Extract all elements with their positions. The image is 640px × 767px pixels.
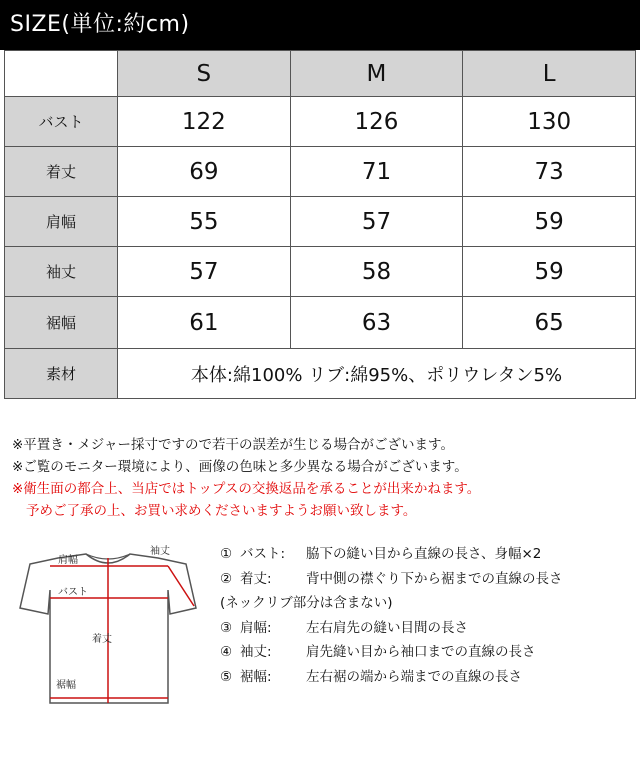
row-label-bust: バスト: [5, 97, 118, 147]
measurement-legend: [220, 542, 563, 689]
table-row: [5, 197, 636, 247]
note-no-returns: ※衛生面の都合上、当店ではトップスの交換返品を承ることが出来かねます。: [12, 481, 481, 497]
size-header-title: SIZE(単位:約cm): [10, 12, 190, 37]
material-value: 本体:綿100% リブ:綿95%、ポリウレタン5%: [118, 349, 636, 399]
cell-bust-s: 122: [118, 97, 291, 147]
legend-item-bust: ① バスト: 脇下の縫い目から直線の長さ、身幅×2: [220, 546, 542, 562]
legend-item-hem: ⑤ 裾幅: 左右裾の端から端までの直線の長さ: [220, 668, 522, 685]
row-label-hem: 裾幅: [5, 297, 118, 349]
cell-sleeve-m: 58: [290, 247, 463, 297]
note-monitor: ※ご覧のモニター環境により、画像の色味と多少異なる場合がございます。: [12, 459, 468, 475]
cell-length-l: 73: [463, 147, 636, 197]
table-row: [5, 297, 636, 349]
size-table: [4, 50, 636, 399]
diagram-label-sleeve: 袖丈: [150, 546, 170, 557]
row-label-shoulder: 肩幅: [5, 197, 118, 247]
table-row: [5, 247, 636, 297]
cell-length-s: 69: [118, 147, 291, 197]
cell-shoulder-s: 55: [118, 197, 291, 247]
diagram-label-shoulder: 肩幅: [58, 555, 78, 566]
cell-hem-m: 63: [290, 297, 463, 349]
diagram-label-bust: バスト: [58, 587, 88, 598]
legend-item-length: ② 着丈: 背中側の襟ぐり下から裾までの直線の長さ: [220, 570, 563, 587]
cell-hem-l: 65: [463, 297, 636, 349]
diagram-label-length: 着丈: [92, 634, 112, 645]
column-header-s: S: [118, 51, 291, 97]
size-table-header-row: [5, 51, 636, 97]
notes: [12, 434, 480, 522]
cell-sleeve-l: 59: [463, 247, 636, 297]
cell-shoulder-m: 57: [290, 197, 463, 247]
note-acknowledge: 予めご了承の上、お買い求めくださいますようお願い致します。: [26, 503, 417, 519]
size-header: [0, 0, 640, 50]
cell-sleeve-s: 57: [118, 247, 291, 297]
note-measurement: ※平置き・メジャー採寸ですので若干の誤差が生じる場合がございます。: [12, 437, 454, 453]
diagram-label-hem: 裾幅: [56, 680, 76, 691]
corner-cell: [5, 51, 118, 97]
cell-bust-m: 126: [290, 97, 463, 147]
row-label-length: 着丈: [5, 147, 118, 197]
row-label-sleeve: 袖丈: [5, 247, 118, 297]
table-row: [5, 147, 636, 197]
cell-shoulder-l: 59: [463, 197, 636, 247]
row-label-material: 素材: [5, 349, 118, 399]
legend-item-sleeve: ④ 袖丈: 肩先縫い目から袖口までの直線の長さ: [220, 644, 536, 660]
column-header-l: L: [463, 51, 636, 97]
cell-bust-l: 130: [463, 97, 636, 147]
cell-length-m: 71: [290, 147, 463, 197]
table-row: [5, 97, 636, 147]
legend-note: (ネックリブ部分は含まない): [220, 595, 393, 611]
legend-item-shoulder: ③ 肩幅: 左右肩先の縫い目間の長さ: [220, 619, 468, 636]
tshirt-diagram: [18, 538, 198, 708]
cell-hem-s: 61: [118, 297, 291, 349]
table-row: [5, 349, 636, 399]
column-header-m: M: [290, 51, 463, 97]
